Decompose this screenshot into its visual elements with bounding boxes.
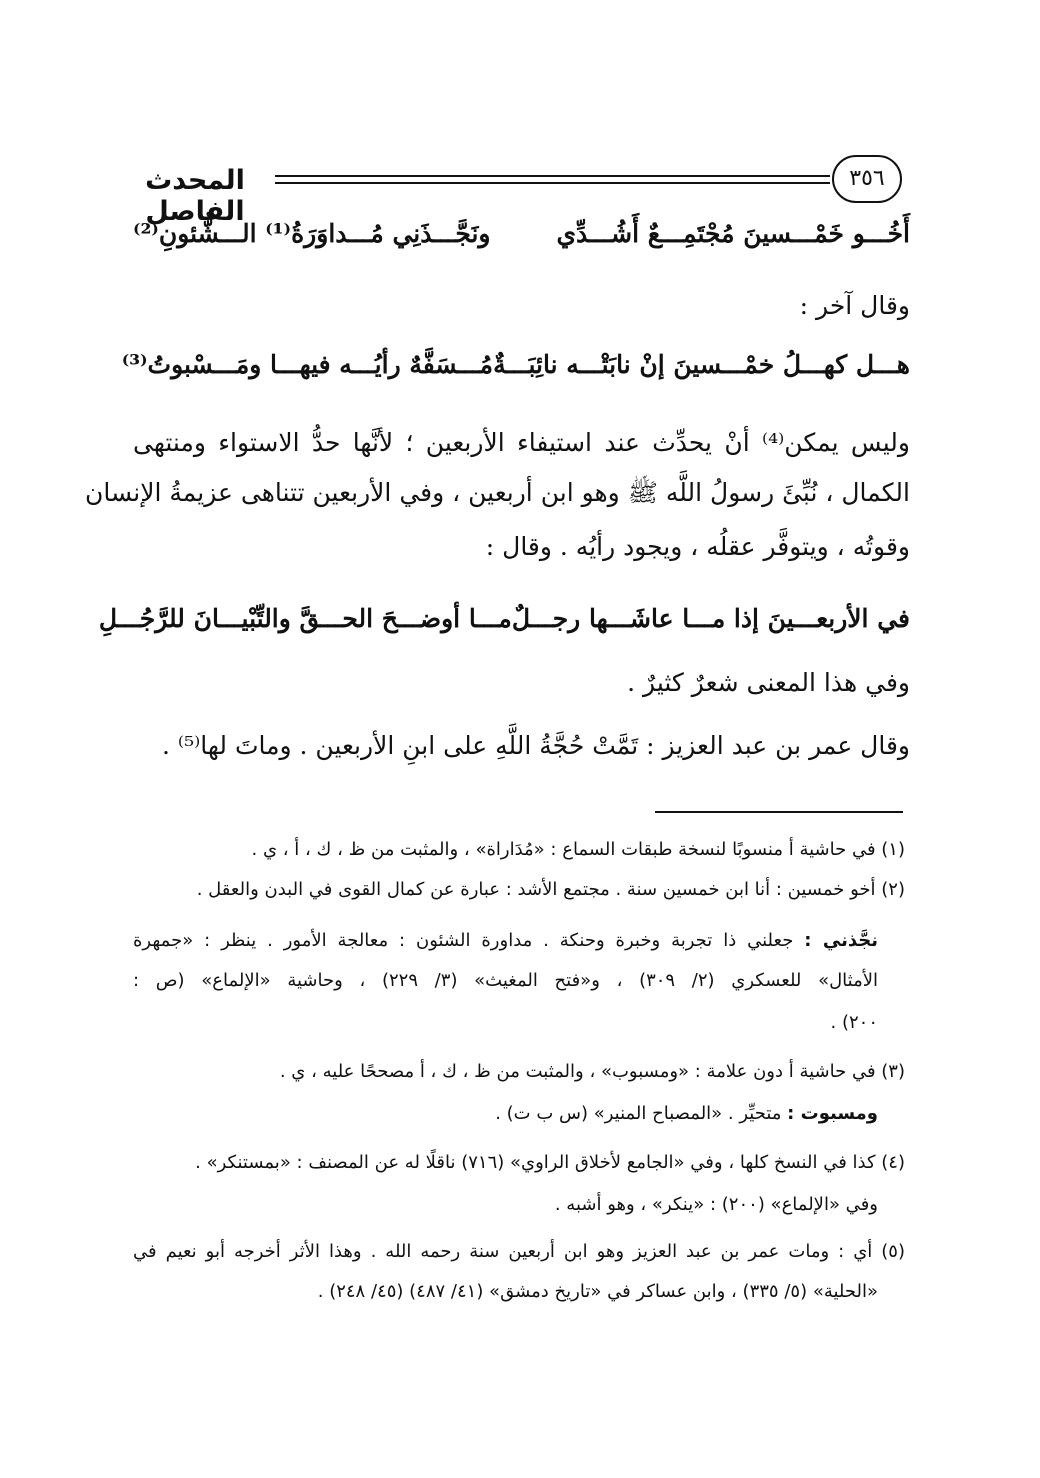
footnote-2b-line-1 <box>133 927 878 955</box>
verse-3 <box>98 601 910 637</box>
verse-2-left: مُـــسَفَّهٌ رأيُـــه فيهـــا ومَـــسْبوتُ⁽³⁾ <box>121 350 494 379</box>
para-line-2: الكمال ، نُبِّئَ رسولُ اللَّه ﷺ وهو ابن أربعين ، وفي الأربعين تتناهى عزيمةُ الإنسان <box>85 478 910 507</box>
verse-2-right: هـــل كهـــلُ خمْـــسينَ إنْ نابَتْـــه نائِبَـــةٌ <box>493 350 910 379</box>
footnote-2b-text: جعلني ذا تجربة وخبرة وحنكة . مداورة الشئون : معالجة الأمور . ينظر : «جمهرة <box>133 930 794 951</box>
footnote-5-line-1: (٥) أي : ومات عمر بن عبد العزيز وهو ابن أربعين سنة رحمه الله . وهذا الأثر أخرجه أبو نعيم في <box>133 1241 905 1262</box>
footnote-4b: وفي «الإلماع» (٢٠٠) : «ينكر» ، وهو أشبه . <box>554 1194 878 1215</box>
footnote-4: (٤) كذا في النسخ كلها ، وفي «الجامع لأخلاق الراوي» (٧١٦) ناقلًا له عن المصنف : «بمستنكر» . <box>195 1152 905 1173</box>
footnote-2b-line-3: ٢٠٠) . <box>830 1012 878 1033</box>
para-line-1: وليس يمكن⁽⁴⁾ أنْ يحدِّث عند استيفاء الأربعين ؛ لأنَّها حدُّ الاستواء ومنتهى <box>133 428 910 457</box>
footnote-2: (٢) أخو خمسين : أنا ابن خمسين سنة . مجتمع الأشد : عبارة عن كمال القوى في البدن والعقل . <box>196 879 905 900</box>
header-rule-bottom <box>275 182 830 184</box>
verse-2 <box>121 347 910 383</box>
footnote-3b-keyword: ومسبوت : <box>787 1103 878 1124</box>
verse-3-left: مـــا أوضـــحَ الحـــقَّ والتِّبْيـــانَ للرَّجُـــلِ <box>98 604 512 633</box>
verse-1 <box>133 216 910 252</box>
footnote-3: (٣) في حاشية أ دون علامة : «ومسبوب» ، والمثبت من ظ ، ك ، أ مصححًا عليه ، ي . <box>279 1061 905 1082</box>
footnote-separator <box>655 811 903 813</box>
footnote-3b <box>495 1100 878 1128</box>
footnote-3b-text: متحيِّر . «المصباح المنير» (س ب ت) . <box>495 1103 782 1124</box>
poetry-note-line: وفي هذا المعنى شعرٌ كثيرٌ . <box>627 668 910 697</box>
running-head-title: المحدث الفاصل <box>145 165 245 227</box>
footnote-2b-line-2: الأمثال» للعسكري (٢/ ٣٠٩) ، و«فتح المغيث» (٣/ ٢٢٩) ، وحاشية «الإلماع» (ص : <box>133 970 879 991</box>
page-number: ٣٥٦ <box>832 155 902 203</box>
header-rule-top <box>275 175 830 177</box>
umar-quote-line: وقال عمر بن عبد العزيز : تَمَّتْ حُجَّةُ اللَّهِ على ابنِ الأربعين . وماتَ لها⁽⁵⁾ . <box>162 731 910 760</box>
footnote-5-line-2: «الحلية» (٥/ ٣٣٥) ، وابن عساكر في «تاريخ دمشق» (٤١/ ٤٨٧) (٤٥/ ٢٤٨) . <box>317 1281 878 1302</box>
para-line-3: وقوتُه ، ويتوفَّر عقلُه ، ويجود رأيُه . وقال : <box>485 532 910 561</box>
intro-line: وقال آخر : <box>799 291 910 320</box>
footnote-1: (١) في حاشية أ منسوبًا لنسخة طبقات السماع : «مُدَاراة» ، والمثبت من ظ ، ك ، أ ، ي . <box>251 839 905 860</box>
verse-3-right: في الأربعـــينَ إذا مـــا عاشَـــها رجـــلٌ <box>511 604 910 633</box>
footnote-2b-keyword: نجَّذني : <box>804 930 878 951</box>
verse-1-right: أَخُـــو خَمْـــسينَ مُجْتَمِـــعٌ أَشُـــدِّي <box>556 219 910 248</box>
verse-1-left: ونَجَّـــذَنِي مُـــداوَرَةُ⁽¹⁾ الـــشُّئونِ⁽²⁾ <box>133 219 491 248</box>
